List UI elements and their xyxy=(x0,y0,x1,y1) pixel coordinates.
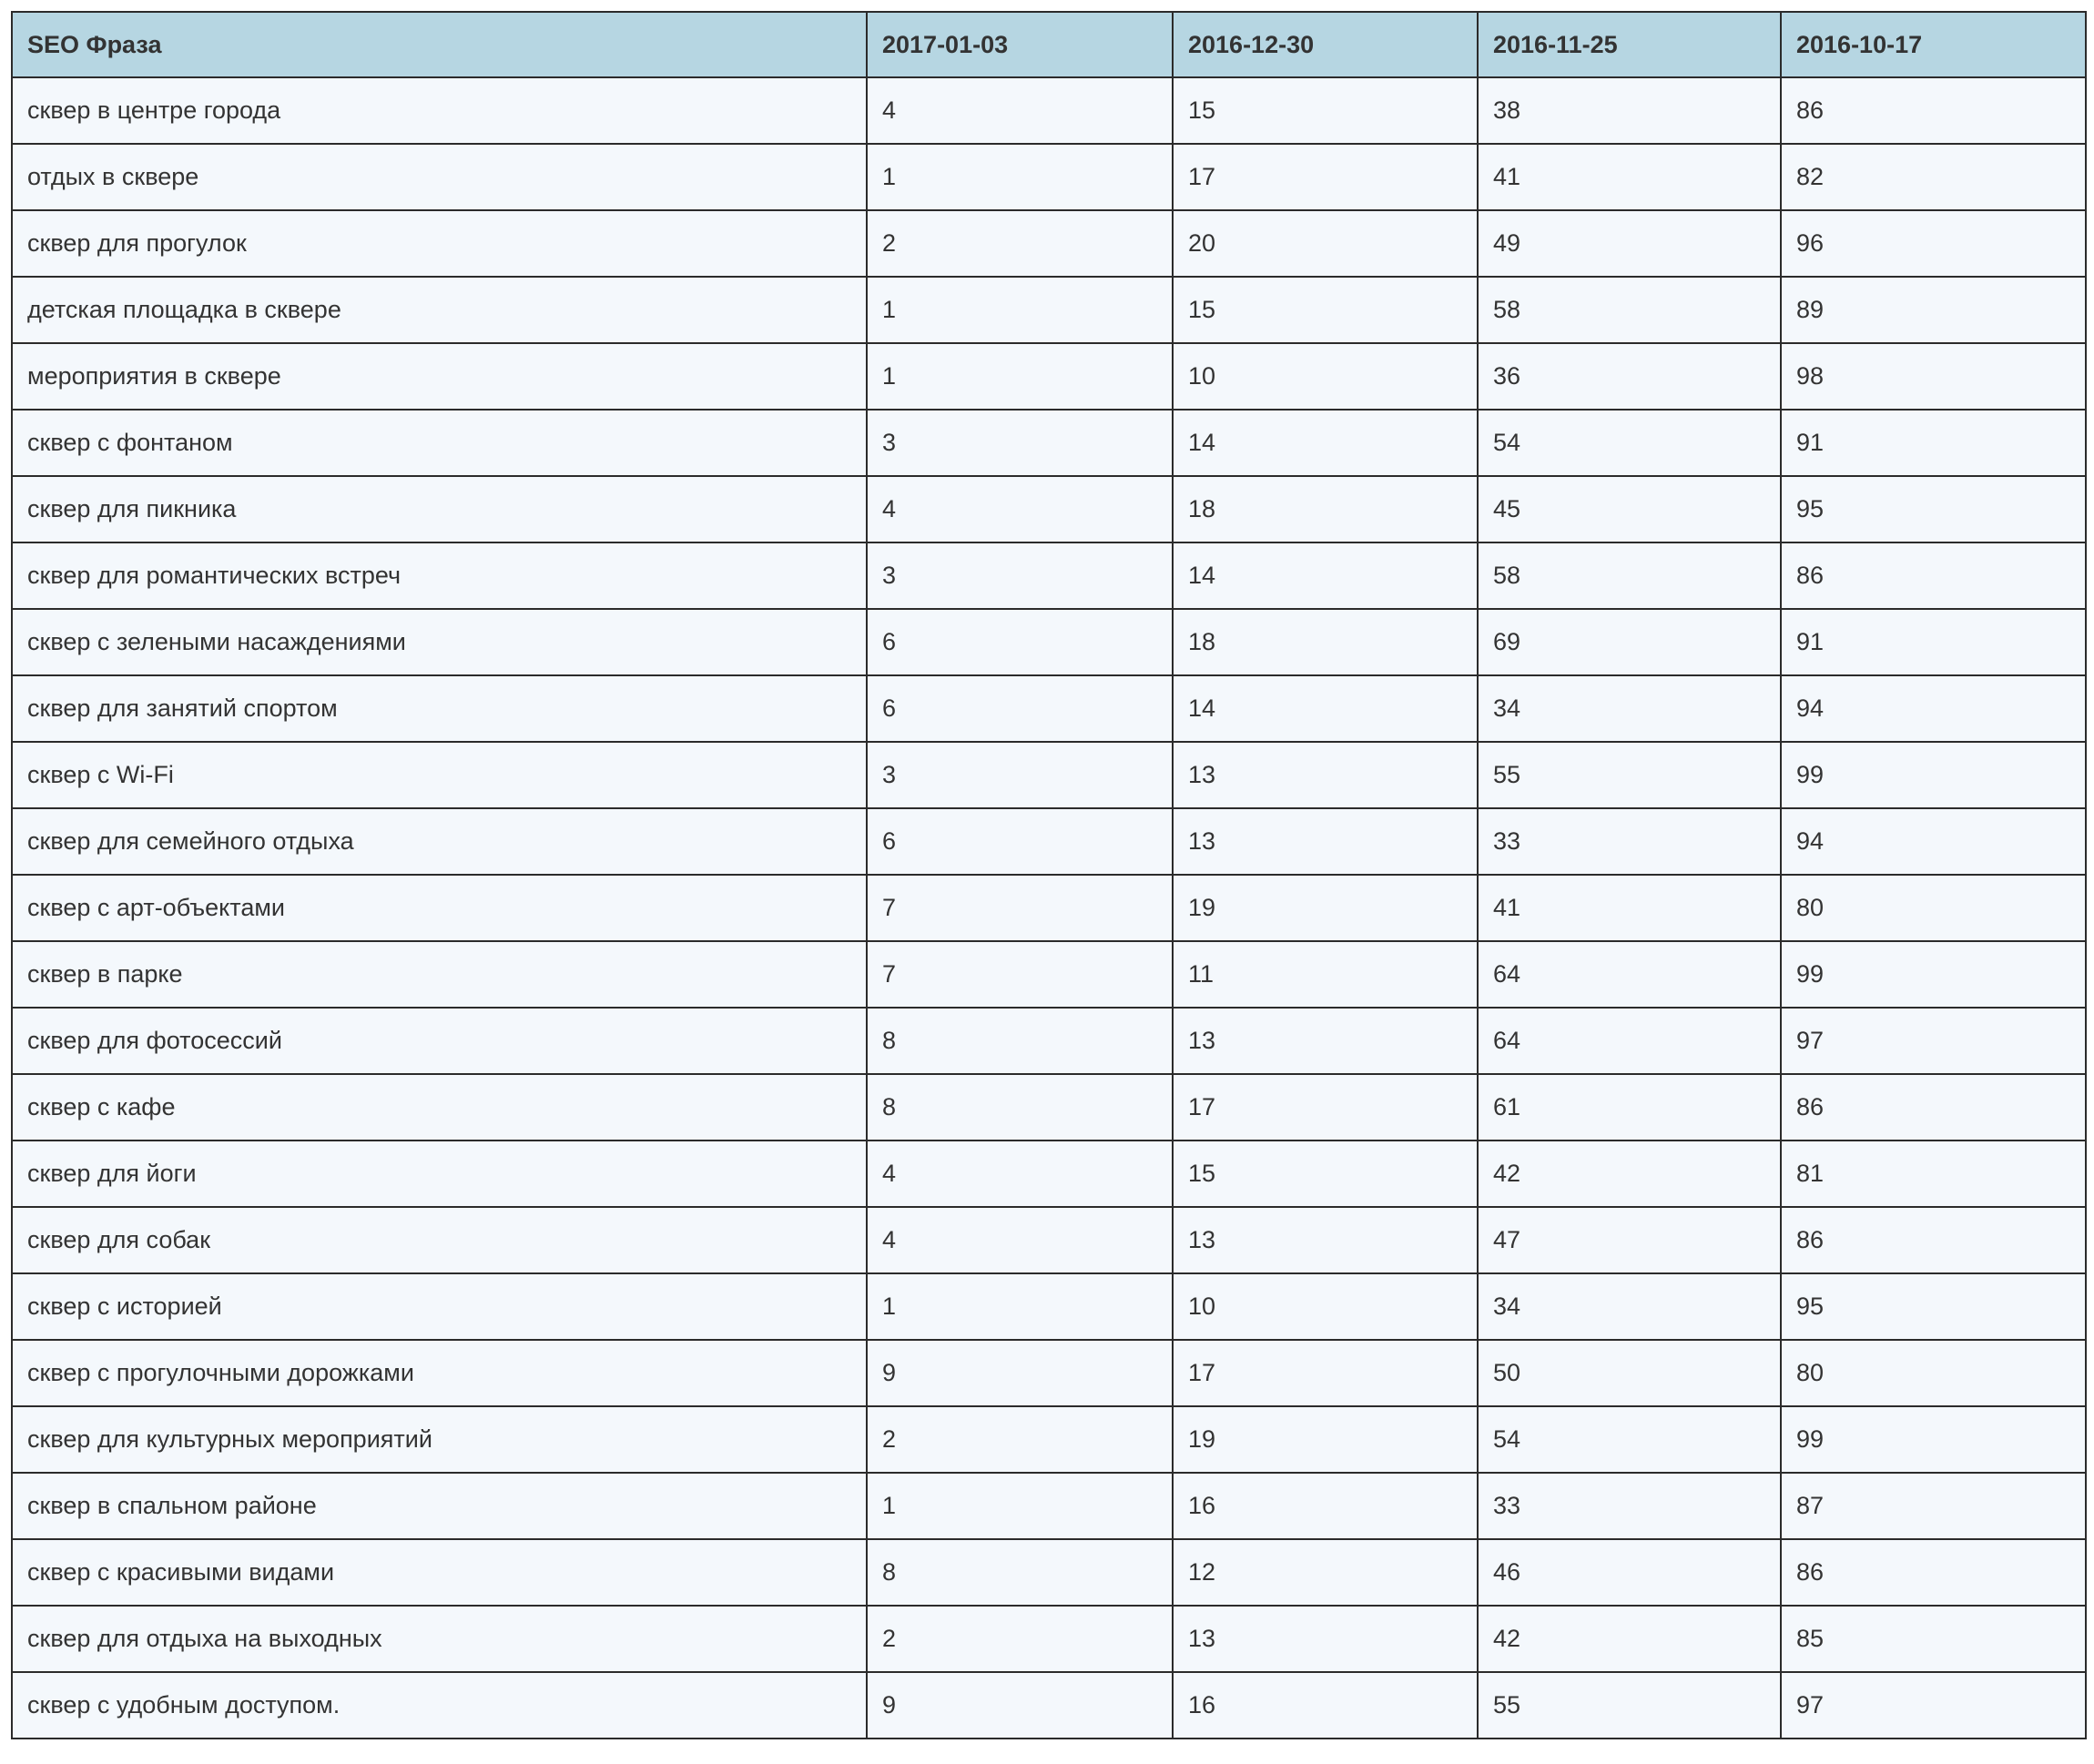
phrase-cell: сквер в спальном районе xyxy=(12,1473,867,1539)
rank-cell-date-4: 98 xyxy=(1781,343,2086,410)
rank-cell-date-4: 85 xyxy=(1781,1606,2086,1672)
rank-cell-date-1: 8 xyxy=(867,1008,1173,1074)
header-cell-date-2: 2016-12-30 xyxy=(1173,12,1478,77)
rank-cell-date-4: 99 xyxy=(1781,941,2086,1008)
rank-cell-date-3: 33 xyxy=(1478,1473,1781,1539)
phrase-cell: сквер для собак xyxy=(12,1207,867,1273)
rank-cell-date-3: 58 xyxy=(1478,277,1781,343)
rank-cell-date-3: 42 xyxy=(1478,1141,1781,1207)
rank-cell-date-2: 19 xyxy=(1173,875,1478,941)
rank-cell-date-3: 34 xyxy=(1478,675,1781,742)
rank-cell-date-2: 15 xyxy=(1173,1141,1478,1207)
rank-cell-date-4: 86 xyxy=(1781,77,2086,144)
rank-cell-date-1: 7 xyxy=(867,941,1173,1008)
rank-cell-date-3: 64 xyxy=(1478,1008,1781,1074)
phrase-cell: сквер для культурных мероприятий xyxy=(12,1406,867,1473)
rank-cell-date-2: 14 xyxy=(1173,675,1478,742)
rank-cell-date-2: 18 xyxy=(1173,609,1478,675)
table-row xyxy=(12,77,2086,144)
rank-cell-date-2: 18 xyxy=(1173,476,1478,542)
table-row xyxy=(12,1539,2086,1606)
table-row xyxy=(12,1074,2086,1141)
rank-cell-date-4: 99 xyxy=(1781,1406,2086,1473)
rank-cell-date-4: 80 xyxy=(1781,1340,2086,1406)
rank-cell-date-4: 82 xyxy=(1781,144,2086,210)
table-row xyxy=(12,144,2086,210)
phrase-cell: сквер с Wi-Fi xyxy=(12,742,867,808)
table-row xyxy=(12,675,2086,742)
rank-cell-date-4: 81 xyxy=(1781,1141,2086,1207)
phrase-cell: сквер с фонтаном xyxy=(12,410,867,476)
phrase-cell: сквер с историей xyxy=(12,1273,867,1340)
phrase-cell: сквер в парке xyxy=(12,941,867,1008)
table-row xyxy=(12,277,2086,343)
rank-cell-date-4: 94 xyxy=(1781,808,2086,875)
header-cell-date-1: 2017-01-03 xyxy=(867,12,1173,77)
header-cell-date-3: 2016-11-25 xyxy=(1478,12,1781,77)
rank-cell-date-3: 33 xyxy=(1478,808,1781,875)
rank-cell-date-4: 91 xyxy=(1781,609,2086,675)
table-row xyxy=(12,1473,2086,1539)
rank-cell-date-4: 86 xyxy=(1781,1074,2086,1141)
table-row xyxy=(12,609,2086,675)
phrase-cell: сквер для семейного отдыха xyxy=(12,808,867,875)
rank-cell-date-3: 36 xyxy=(1478,343,1781,410)
rank-cell-date-4: 97 xyxy=(1781,1008,2086,1074)
rank-cell-date-3: 69 xyxy=(1478,609,1781,675)
rank-cell-date-3: 61 xyxy=(1478,1074,1781,1141)
table-row xyxy=(12,941,2086,1008)
phrase-cell: сквер с прогулочными дорожками xyxy=(12,1340,867,1406)
table-row xyxy=(12,343,2086,410)
table-row xyxy=(12,1672,2086,1739)
rank-cell-date-3: 64 xyxy=(1478,941,1781,1008)
phrase-cell: сквер в центре города xyxy=(12,77,867,144)
rank-cell-date-2: 14 xyxy=(1173,410,1478,476)
rank-cell-date-1: 4 xyxy=(867,1141,1173,1207)
rank-cell-date-4: 99 xyxy=(1781,742,2086,808)
table-row xyxy=(12,1606,2086,1672)
rank-cell-date-3: 55 xyxy=(1478,742,1781,808)
table-header xyxy=(12,12,2086,77)
rank-cell-date-3: 41 xyxy=(1478,875,1781,941)
rank-cell-date-2: 14 xyxy=(1173,542,1478,609)
rank-cell-date-4: 80 xyxy=(1781,875,2086,941)
rank-cell-date-2: 15 xyxy=(1173,277,1478,343)
rank-cell-date-4: 86 xyxy=(1781,1207,2086,1273)
seo-rankings-table xyxy=(11,11,2087,1739)
rank-cell-date-3: 34 xyxy=(1478,1273,1781,1340)
rank-cell-date-1: 1 xyxy=(867,1273,1173,1340)
rank-cell-date-4: 97 xyxy=(1781,1672,2086,1739)
phrase-cell: сквер для фотосессий xyxy=(12,1008,867,1074)
rank-cell-date-1: 2 xyxy=(867,210,1173,277)
rank-cell-date-3: 58 xyxy=(1478,542,1781,609)
header-row xyxy=(12,12,2086,77)
rank-cell-date-3: 54 xyxy=(1478,410,1781,476)
rank-cell-date-2: 11 xyxy=(1173,941,1478,1008)
rank-cell-date-1: 8 xyxy=(867,1074,1173,1141)
rank-cell-date-2: 13 xyxy=(1173,808,1478,875)
rank-cell-date-4: 95 xyxy=(1781,1273,2086,1340)
rank-cell-date-2: 13 xyxy=(1173,742,1478,808)
table-row xyxy=(12,542,2086,609)
rank-cell-date-3: 54 xyxy=(1478,1406,1781,1473)
header-cell-date-4: 2016-10-17 xyxy=(1781,12,2086,77)
rank-cell-date-2: 17 xyxy=(1173,1074,1478,1141)
rank-cell-date-1: 4 xyxy=(867,476,1173,542)
table-row xyxy=(12,1273,2086,1340)
rank-cell-date-1: 8 xyxy=(867,1539,1173,1606)
rank-cell-date-3: 50 xyxy=(1478,1340,1781,1406)
rank-cell-date-3: 38 xyxy=(1478,77,1781,144)
phrase-cell: сквер с красивыми видами xyxy=(12,1539,867,1606)
rank-cell-date-3: 46 xyxy=(1478,1539,1781,1606)
rank-cell-date-1: 3 xyxy=(867,742,1173,808)
rank-cell-date-1: 6 xyxy=(867,675,1173,742)
rank-cell-date-1: 2 xyxy=(867,1606,1173,1672)
rank-cell-date-2: 10 xyxy=(1173,1273,1478,1340)
rank-cell-date-3: 45 xyxy=(1478,476,1781,542)
table-row xyxy=(12,1207,2086,1273)
rank-cell-date-1: 1 xyxy=(867,1473,1173,1539)
phrase-cell: сквер для отдыха на выходных xyxy=(12,1606,867,1672)
rank-cell-date-2: 13 xyxy=(1173,1606,1478,1672)
rank-cell-date-2: 20 xyxy=(1173,210,1478,277)
rank-cell-date-2: 16 xyxy=(1173,1473,1478,1539)
table-row xyxy=(12,476,2086,542)
phrase-cell: сквер для прогулок xyxy=(12,210,867,277)
rank-cell-date-1: 9 xyxy=(867,1340,1173,1406)
rank-cell-date-1: 4 xyxy=(867,1207,1173,1273)
seo-table-container xyxy=(11,11,2085,1739)
table-body xyxy=(12,77,2086,1739)
rank-cell-date-3: 42 xyxy=(1478,1606,1781,1672)
table-row xyxy=(12,742,2086,808)
table-row xyxy=(12,1141,2086,1207)
phrase-cell: мероприятия в сквере xyxy=(12,343,867,410)
rank-cell-date-4: 87 xyxy=(1781,1473,2086,1539)
rank-cell-date-2: 16 xyxy=(1173,1672,1478,1739)
rank-cell-date-1: 1 xyxy=(867,343,1173,410)
table-row xyxy=(12,875,2086,941)
rank-cell-date-4: 89 xyxy=(1781,277,2086,343)
rank-cell-date-1: 1 xyxy=(867,144,1173,210)
rank-cell-date-3: 49 xyxy=(1478,210,1781,277)
rank-cell-date-2: 13 xyxy=(1173,1008,1478,1074)
rank-cell-date-3: 41 xyxy=(1478,144,1781,210)
table-row xyxy=(12,1406,2086,1473)
phrase-cell: сквер с зелеными насаждениями xyxy=(12,609,867,675)
rank-cell-date-2: 19 xyxy=(1173,1406,1478,1473)
table-row xyxy=(12,210,2086,277)
table-row xyxy=(12,808,2086,875)
table-row xyxy=(12,1340,2086,1406)
rank-cell-date-2: 17 xyxy=(1173,1340,1478,1406)
rank-cell-date-1: 4 xyxy=(867,77,1173,144)
rank-cell-date-4: 86 xyxy=(1781,542,2086,609)
rank-cell-date-1: 6 xyxy=(867,609,1173,675)
phrase-cell: отдых в сквере xyxy=(12,144,867,210)
rank-cell-date-2: 12 xyxy=(1173,1539,1478,1606)
table-row xyxy=(12,410,2086,476)
phrase-cell: детская площадка в сквере xyxy=(12,277,867,343)
phrase-cell: сквер для романтических встреч xyxy=(12,542,867,609)
phrase-cell: сквер для занятий спортом xyxy=(12,675,867,742)
rank-cell-date-1: 9 xyxy=(867,1672,1173,1739)
rank-cell-date-1: 3 xyxy=(867,542,1173,609)
rank-cell-date-3: 55 xyxy=(1478,1672,1781,1739)
rank-cell-date-4: 94 xyxy=(1781,675,2086,742)
rank-cell-date-1: 1 xyxy=(867,277,1173,343)
phrase-cell: сквер с кафе xyxy=(12,1074,867,1141)
rank-cell-date-4: 86 xyxy=(1781,1539,2086,1606)
rank-cell-date-4: 95 xyxy=(1781,476,2086,542)
rank-cell-date-1: 2 xyxy=(867,1406,1173,1473)
rank-cell-date-4: 91 xyxy=(1781,410,2086,476)
phrase-cell: сквер с удобным доступом. xyxy=(12,1672,867,1739)
rank-cell-date-2: 13 xyxy=(1173,1207,1478,1273)
rank-cell-date-2: 10 xyxy=(1173,343,1478,410)
rank-cell-date-1: 6 xyxy=(867,808,1173,875)
rank-cell-date-2: 17 xyxy=(1173,144,1478,210)
header-cell-seo-phrase: SEO Фраза xyxy=(12,12,867,77)
phrase-cell: сквер для йоги xyxy=(12,1141,867,1207)
rank-cell-date-3: 47 xyxy=(1478,1207,1781,1273)
phrase-cell: сквер с арт-объектами xyxy=(12,875,867,941)
rank-cell-date-4: 96 xyxy=(1781,210,2086,277)
table-row xyxy=(12,1008,2086,1074)
rank-cell-date-2: 15 xyxy=(1173,77,1478,144)
rank-cell-date-1: 7 xyxy=(867,875,1173,941)
phrase-cell: сквер для пикника xyxy=(12,476,867,542)
rank-cell-date-1: 3 xyxy=(867,410,1173,476)
